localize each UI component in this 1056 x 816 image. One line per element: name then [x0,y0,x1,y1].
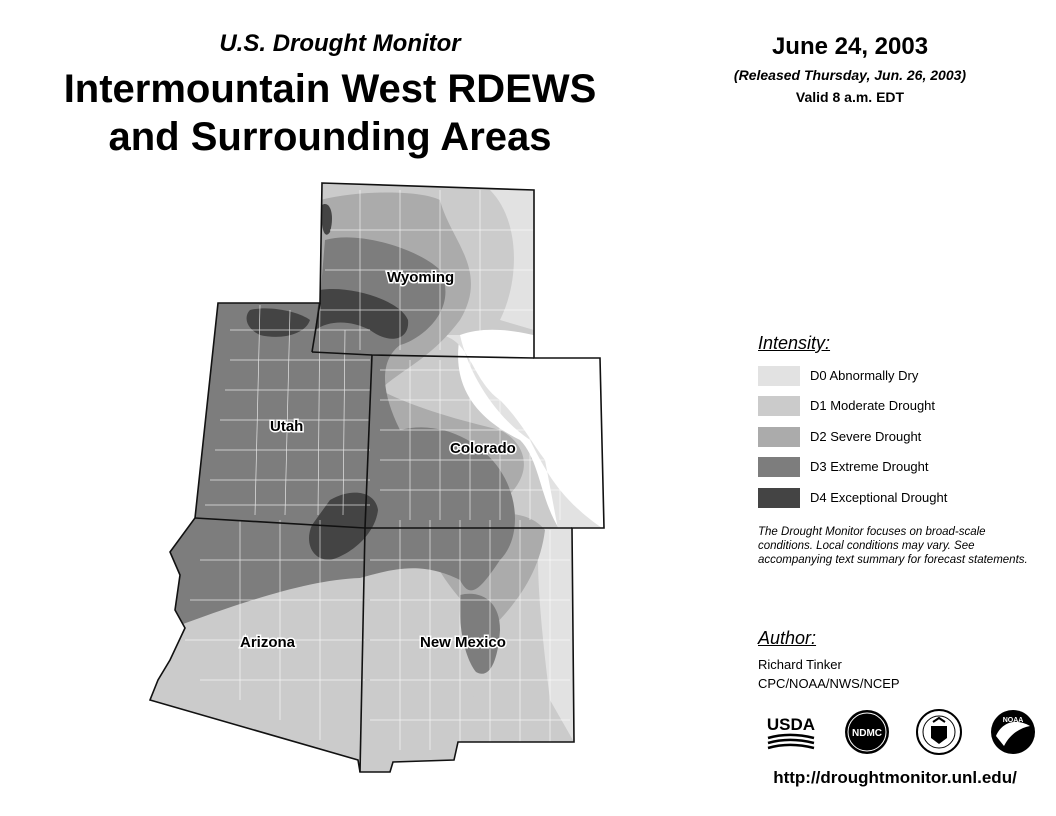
valid-time: Valid 8 a.m. EDT [795,89,905,105]
legend-label: D2 Severe Drought [810,429,922,444]
website-url[interactable]: http://droughtmonitor.unl.edu/ [773,768,1017,787]
legend-swatch [758,457,800,477]
state-label-colorado: Colorado [450,440,516,457]
legend-swatch [758,427,800,447]
drought-map [140,170,620,780]
ndmc-logo-text: NDMC [852,728,882,739]
legend-label: D4 Exceptional Drought [810,490,948,505]
map-title-line2: and Surrounding Areas [108,115,552,159]
map-date: June 24, 2003 [771,33,929,60]
noaa-logo-icon [986,708,1040,756]
ndmc-logo-icon [840,708,894,756]
state-label-arizona: Arizona [240,634,296,651]
disclaimer-note: The Drought Monitor focuses on broad-scale conditions. Local conditions may vary. See accompanying text summary for forecast statements. [758,526,1028,566]
legend-swatch [758,488,800,508]
author-org: CPC/NOAA/NWS/NCEP [758,676,900,691]
map-title-line1: Intermountain West RDEWS [63,67,597,111]
author-title: Author: [758,628,817,648]
legend-swatch [758,366,800,386]
legend-label: D1 Moderate Drought [810,398,936,413]
legend-title: Intensity: [758,333,831,353]
legend-label: D3 Extreme Drought [810,459,929,474]
author-name: Richard Tinker [758,657,842,672]
commerce-seal-icon [912,708,966,756]
state-label-new-mexico: New Mexico [420,634,506,651]
subtitle: U.S. Drought Monitor [219,30,461,57]
release-date: (Released Thursday, Jun. 26, 2003) [733,67,967,83]
state-label-wyoming: Wyoming [387,269,455,286]
noaa-logo-text: NOAA [1002,717,1024,724]
legend-label: D0 Abnormally Dry [810,368,919,383]
usda-logo-text: USDA [766,715,816,734]
legend-swatch [758,396,800,416]
usda-logo-icon [764,708,818,756]
state-label-utah: Utah [270,418,304,435]
